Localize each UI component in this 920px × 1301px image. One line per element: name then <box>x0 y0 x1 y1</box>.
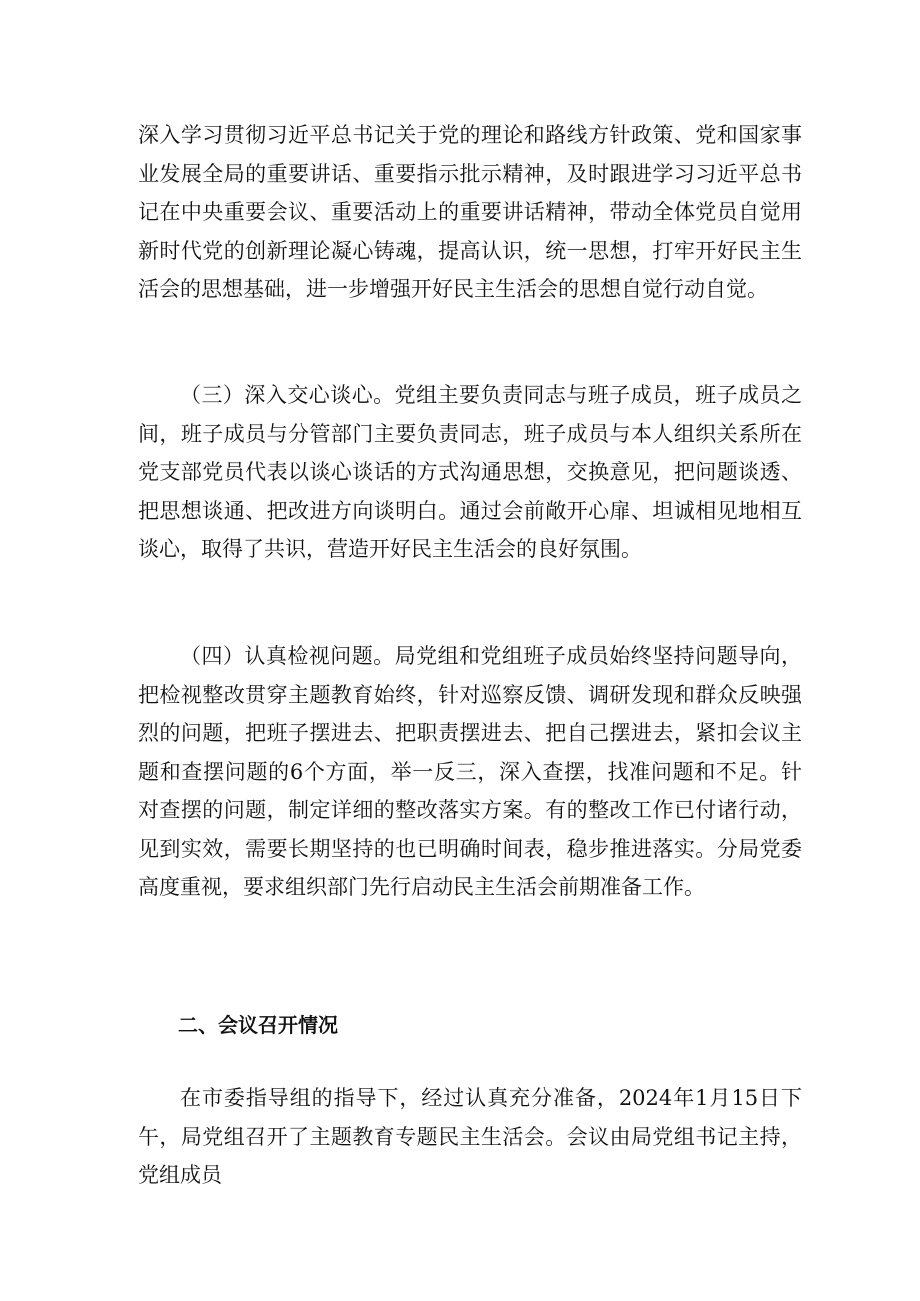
paragraph-heart-to-heart-talks: （三）深入交心谈心。党组主要负责同志与班子成员，班子成员之间，班子成员与分管部门主要负责同志，班子成员与本人组织关系所在党支部党员代表以谈心谈话的方式沟通思想，交换意见，把问题谈透、把思想谈通、把改进方向谈明白。通过会前敞开心扉、坦诚相见地相互谈心，取得了共识，营造开好民主生活会的良好氛围。 <box>138 383 802 561</box>
section-heading-meeting-status: 二、会议召开情况 <box>178 1013 338 1037</box>
paragraph-study-theory: 深入学习贯彻习近平总书记关于党的理论和路线方针政策、党和国家事业发展全局的重要讲话、重要指示批示精神，及时跟进学习习近平总书记在中央重要会议、重要活动上的重要讲话精神，带动全体党员自觉用新时代党的创新理论凝心铸魂，提高认识，统一思想，打牢开好民主生活会的思想基础，进一步增强开好民主生活会的思想自觉行动自觉。 <box>138 123 802 301</box>
paragraph-meeting-held: 在市委指导组的指导下，经过认真充分准备，2024年1月15日下午，局党组召开了主题教育专题民主生活会。会议由局党组书记主持，党组成员 <box>138 1086 802 1187</box>
paragraph-examine-problems: （四）认真检视问题。局党组和党组班子成员始终坚持问题导向，把检视整改贯穿主题教育始终，针对巡察反馈、调研发现和群众反映强烈的问题，把班子摆进去、把职责摆进去、把自己摆进去，紧扣会议主题和查摆问题的6个方面，举一反三，深入查摆，找准问题和不足。针对查摆的问题，制定详细的整改落实方案。有的整改工作已付诸行动，见到实效，需要长期坚持的也已明确时间表，稳步推进落实。分局党委高度重视，要求组织部门先行启动民主生活会前期准备工作。 <box>138 644 802 899</box>
